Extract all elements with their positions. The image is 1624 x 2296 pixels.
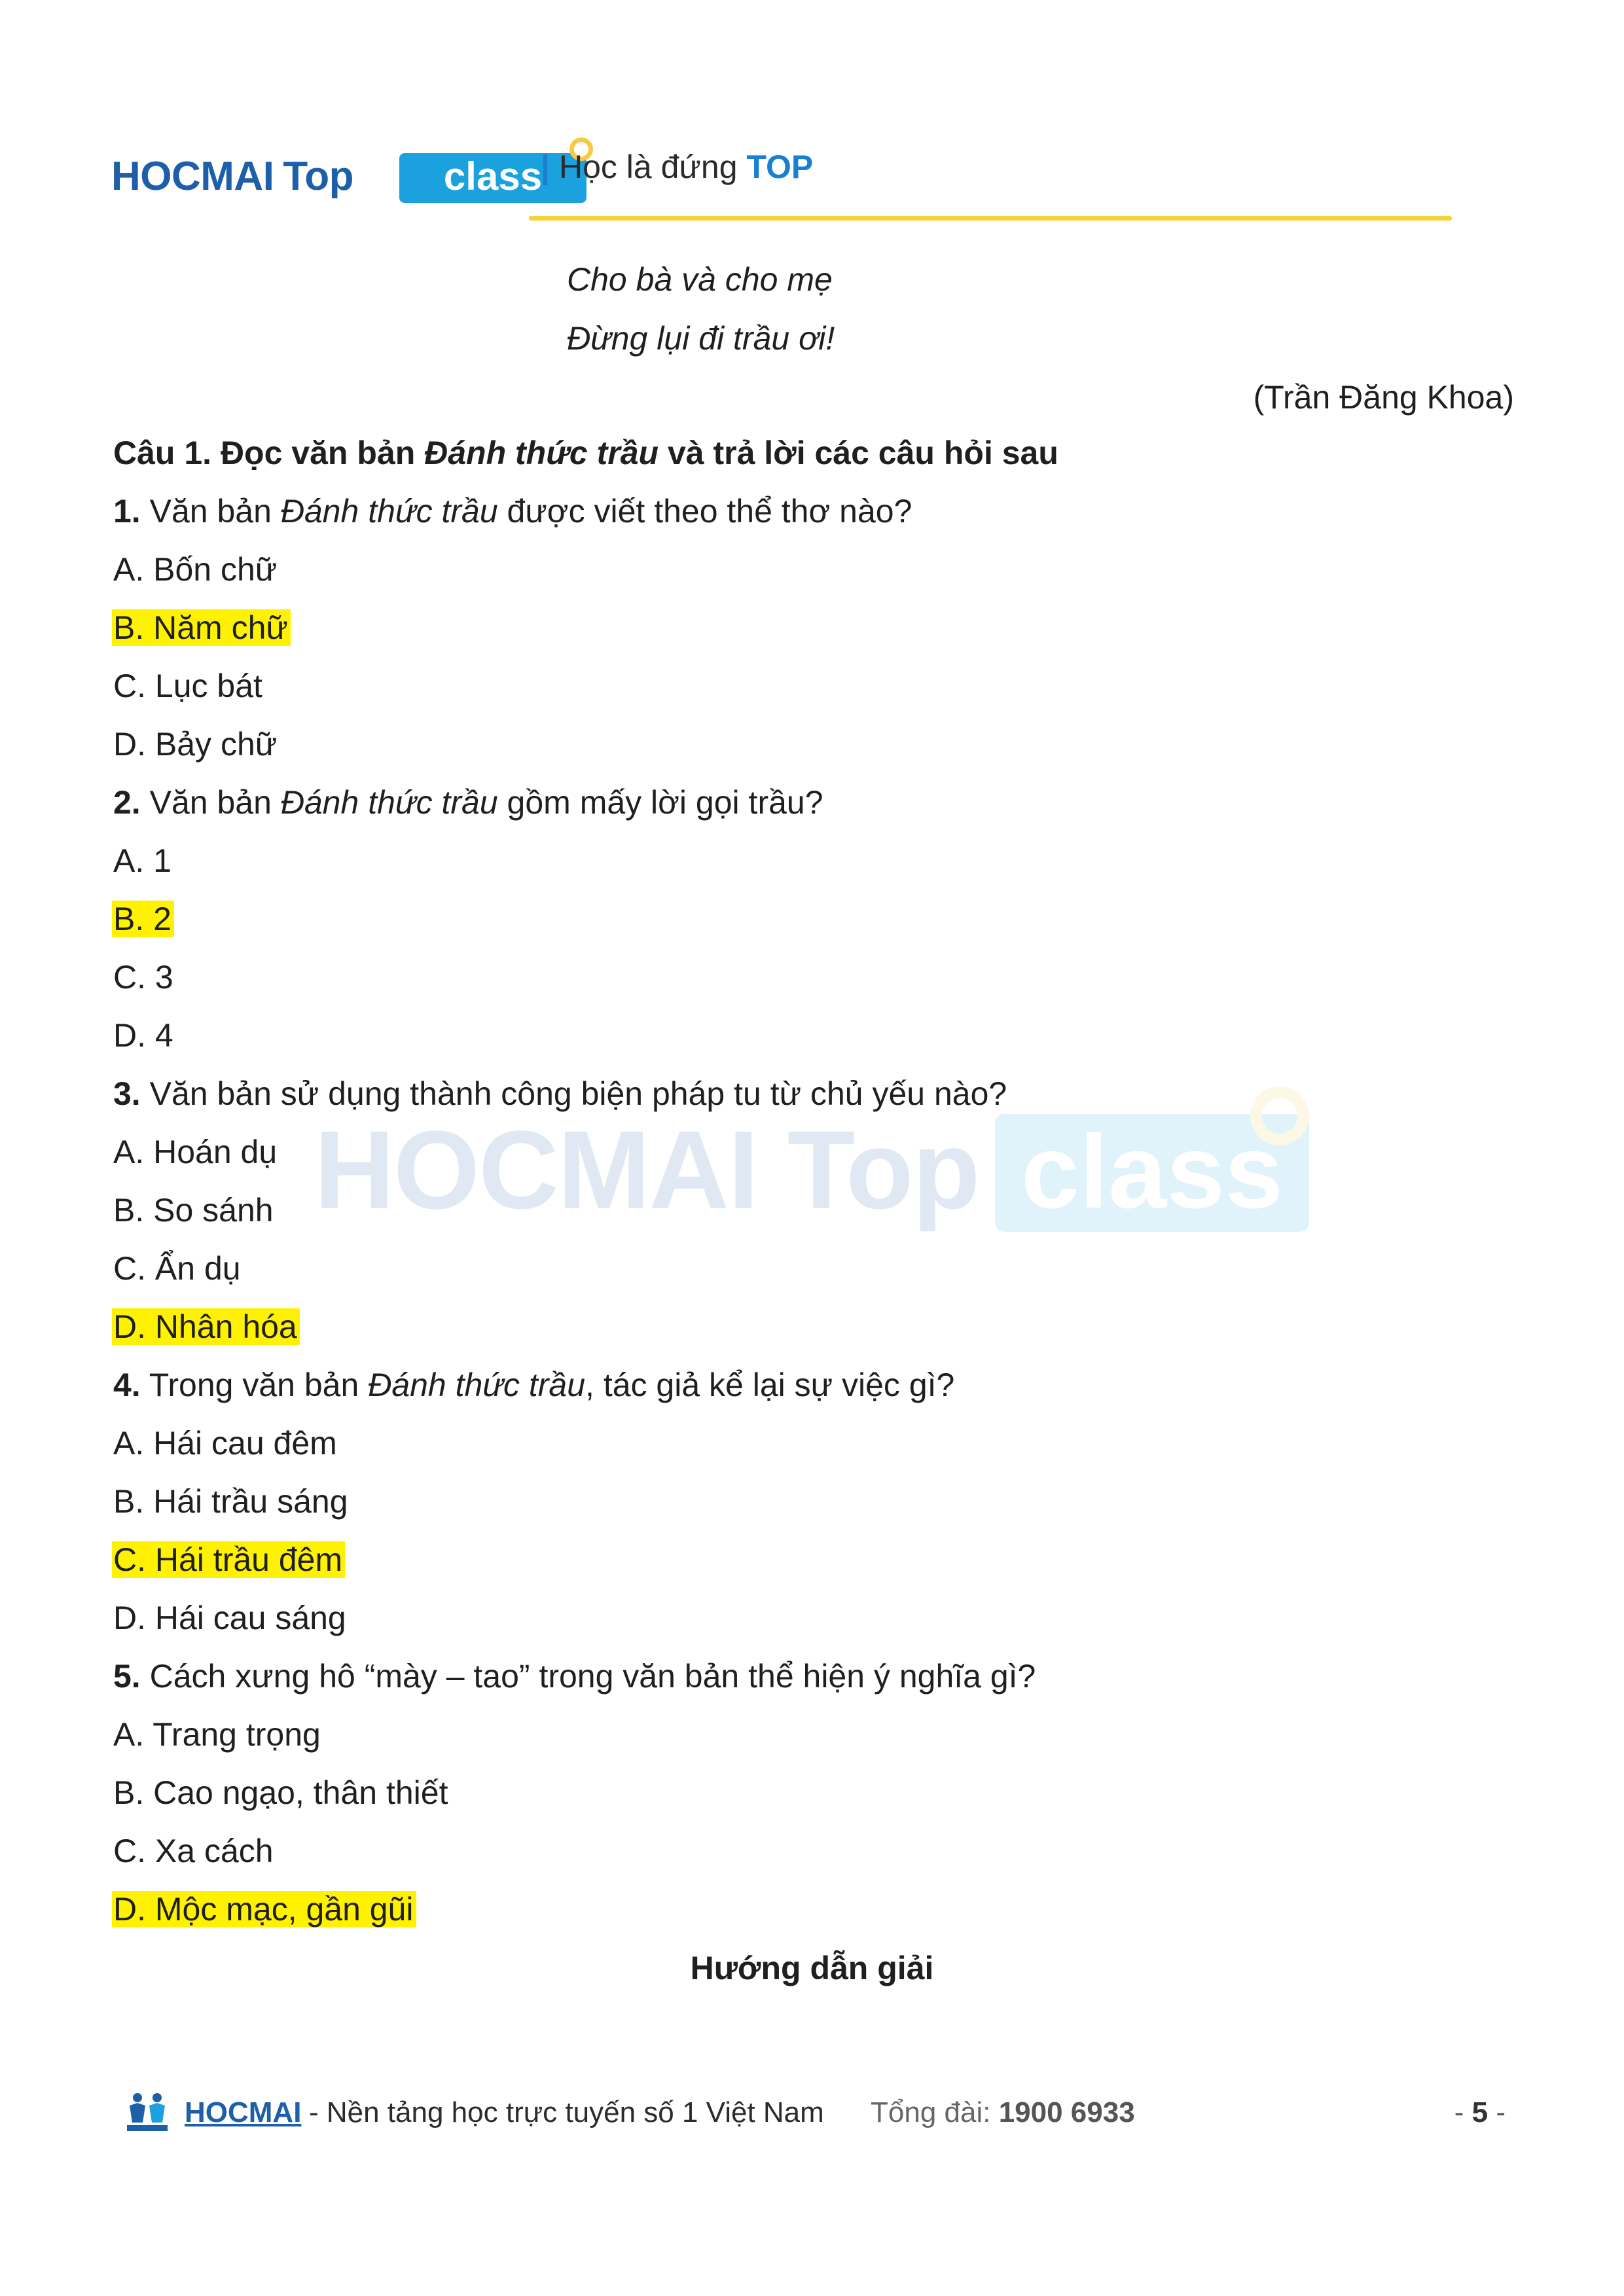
option: A. Hái cau đêm	[113, 1425, 337, 1462]
tagline-emphasis: TOP	[746, 149, 814, 185]
poem-line: Đừng lụi đi trầu ơi!	[567, 320, 835, 357]
logo-class-badge: class	[399, 153, 586, 203]
option: B. So sánh	[113, 1192, 274, 1229]
footer-hotline: Tổng đài: 1900 6933	[871, 2096, 1135, 2128]
question-2: 2. Văn bản Đánh thức trầu gồm mấy lời gọi trầu?	[113, 784, 823, 821]
watermark-top: Top	[787, 1108, 979, 1232]
option: C. Ẩn dụ	[113, 1250, 241, 1287]
option: D. Bảy chữ	[113, 726, 278, 762]
option-correct: D. Mộc mạc, gần gũi	[113, 1888, 416, 1930]
option: C. Xa cách	[113, 1833, 274, 1869]
question-4: 4. Trong văn bản Đánh thức trầu, tác giả kể lại sự việc gì?	[113, 1367, 955, 1403]
section-title: Câu 1. Đọc văn bản Đánh thức trầu và trả lời các câu hỏi sau	[113, 435, 1058, 471]
poem-author: (Trần Đăng Khoa)	[1253, 379, 1514, 416]
solution-guide-title: Hướng dẫn giải	[690, 1950, 934, 1986]
header-tagline	[541, 148, 813, 186]
option-correct: B. Năm chữ	[113, 607, 291, 649]
poem-line: Cho bà và cho mẹ	[567, 261, 833, 298]
watermark-class: class	[995, 1114, 1309, 1232]
page-footer	[124, 2091, 1506, 2137]
tagline-text: Học là đứng	[559, 149, 747, 185]
tagline-divider: |	[541, 149, 550, 185]
option: C. 3	[113, 959, 173, 996]
watermark-sun-icon	[1250, 1086, 1309, 1145]
header-divider	[529, 216, 1452, 221]
option: B. Cao ngạo, thân thiết	[113, 1774, 448, 1811]
page-number: - 5 -	[1454, 2096, 1506, 2128]
option: A. Hoán dụ	[113, 1134, 278, 1170]
option: D. 4	[113, 1017, 173, 1054]
question-1: 1. Văn bản Đánh thức trầu được viết theo thể thơ nào?	[113, 493, 912, 529]
option: A. 1	[113, 842, 171, 879]
footer-description: - Nền tảng học trực tuyến số 1 Việt Nam	[309, 2096, 824, 2128]
option-correct: B. 2	[113, 898, 174, 940]
logo-top-text: Top	[283, 154, 353, 199]
option-correct: C. Hái trầu đêm	[113, 1539, 345, 1581]
option: A. Bốn chữ	[113, 551, 278, 588]
watermark-hocmai: HOCMAI	[314, 1108, 758, 1232]
option-correct: D. Nhân hóa	[113, 1306, 300, 1348]
question-3: 3. Văn bản sử dụng thành công biện pháp tu từ chủ yếu nào?	[113, 1075, 1007, 1112]
option: A. Trang trọng	[113, 1716, 321, 1753]
footer-brand-link[interactable]: HOCMAI	[185, 2096, 302, 2128]
option: B. Hái trầu sáng	[113, 1483, 348, 1520]
option: C. Lục bát	[113, 668, 262, 704]
question-5: 5. Cách xưng hô “mày – tao” trong văn bản thể hiện ý nghĩa gì?	[113, 1658, 1036, 1695]
hocmai-footer-icon	[124, 2091, 170, 2133]
logo-hocmai-text: HOCMAI	[111, 154, 274, 199]
option: D. Hái cau sáng	[113, 1600, 346, 1636]
